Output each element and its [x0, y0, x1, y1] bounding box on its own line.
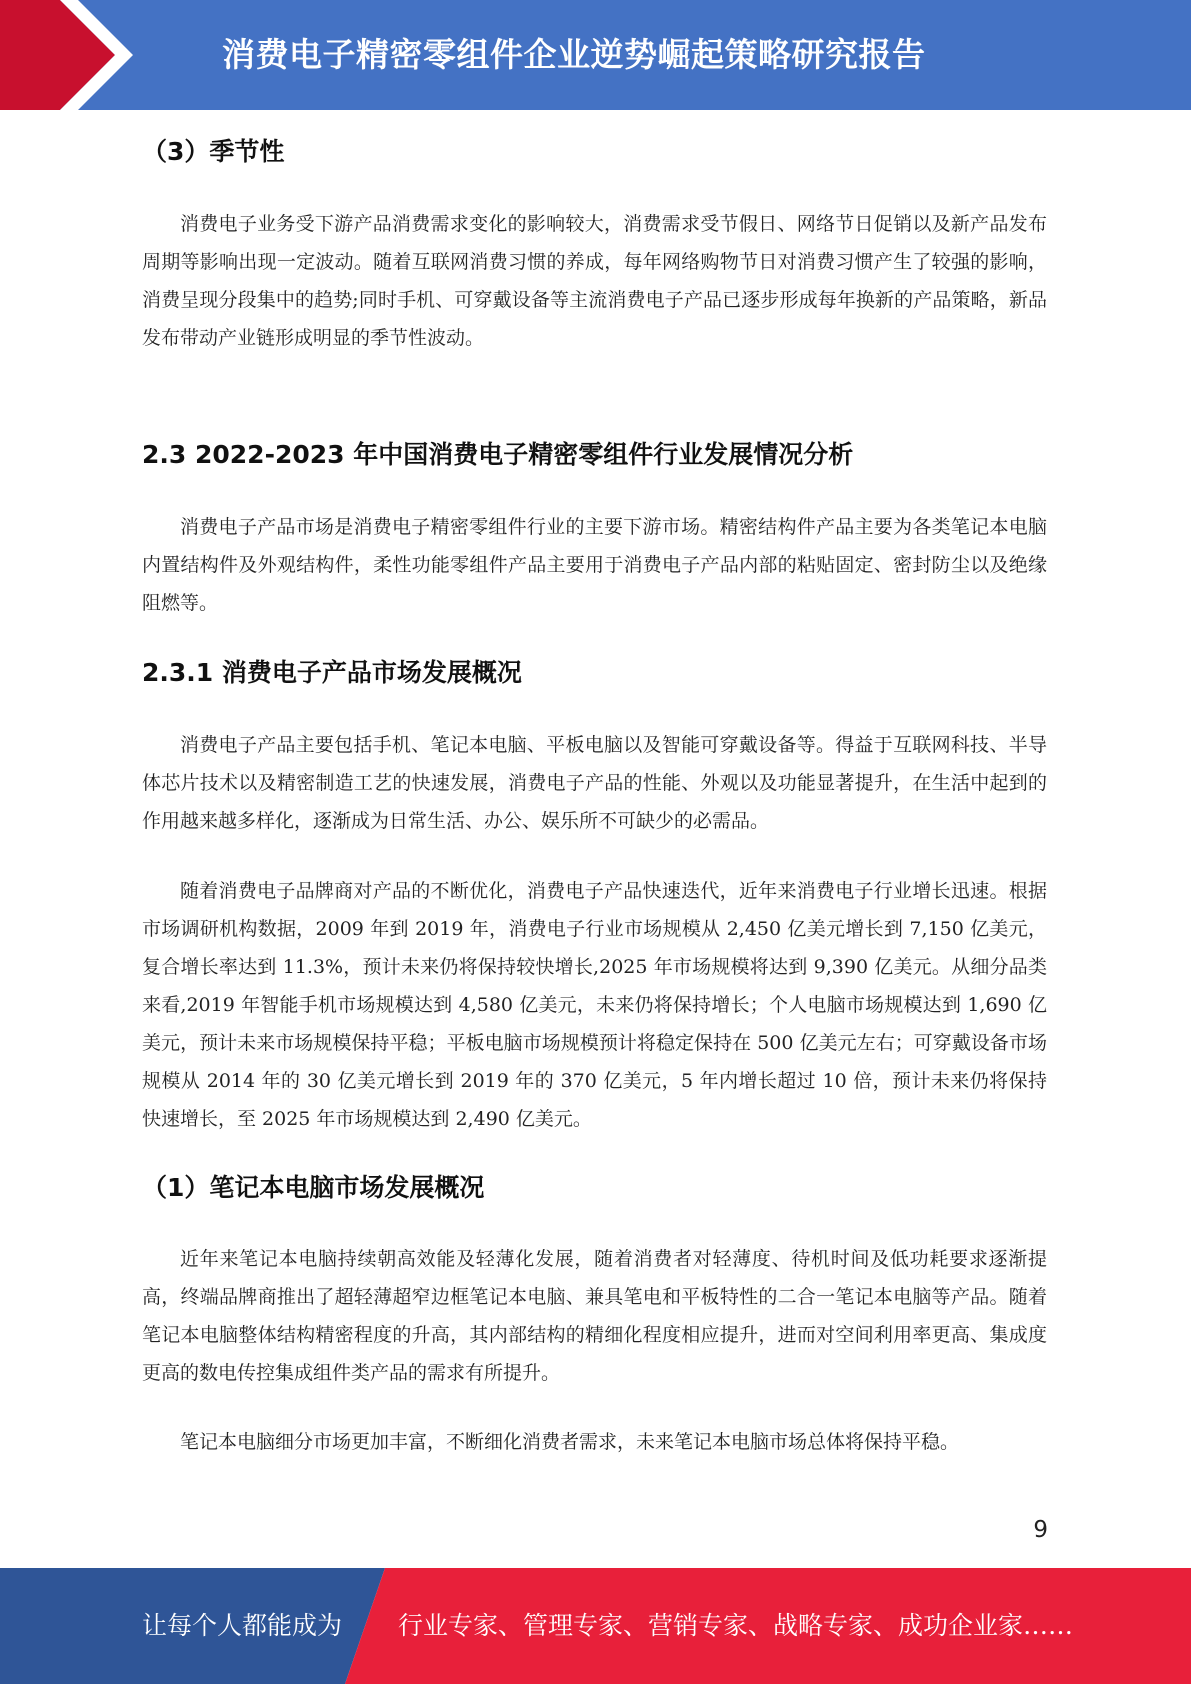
section-laptop — [142, 1168, 1047, 1204]
footer-slogan-left: 让每个人都能成为 — [142, 1611, 343, 1640]
paragraph: 笔记本电脑细分市场更加丰富，不断细化消费者需求，未来笔记本电脑市场总体将保持平稳。 — [180, 1431, 960, 1453]
page-number: 9 — [1033, 1517, 1048, 1543]
footer-slogan-right: 行业专家、管理专家、营销专家、战略专家、成功企业家…… — [398, 1611, 1074, 1640]
subsection-heading: （3）季节性 — [142, 137, 285, 166]
section-2-3-body — [142, 508, 1047, 622]
report-title: 消费电子精密零组件企业逆势崛起策略研究报告 — [222, 35, 926, 74]
section-heading: 2.3.1 消费电子产品市场发展概况 — [142, 658, 522, 687]
page-header — [0, 0, 1191, 110]
subsection-heading: （1）笔记本电脑市场发展概况 — [142, 1173, 485, 1202]
paragraph: 随着消费电子品牌商对产品的不断优化，消费电子产品快速迭代，近年来消费电子行业增长迅速。根据市场调研机构数据，2009 年到 2019 年，消费电子行业市场规模从 2,450 亿美元增长到 7,150 亿美元，复合增长率达到 11.3%，预计未来仍将保持较快增长,2025 年市场规模将达到 9,390 亿美元。从细分品类来看,2019 年智能手机市场规模达到 4,580 亿美元，未来仍将保持增长；个人电脑市场规模达到 1,690 亿美元，预计未来市场规模保持平稳；平板电脑市场规模预计将稳定保持在 500 亿美元左右；可穿戴设备市场规模从 2014 年的 30 亿美元增长到 2019 年的 370 亿美元，5 年内增长超过 10 倍，预计未来仍将保持快速增长，至 2025 年市场规模达到 2,490 亿美元。 — [142, 880, 1047, 1130]
section-laptop-body-1 — [142, 1240, 1047, 1392]
section-heading: 2.3 2022-2023 年中国消费电子精密零组件行业发展情况分析 — [142, 440, 854, 469]
section-2-3-1-body-2 — [142, 872, 1047, 1138]
section-2-3-1-body-1 — [142, 726, 1047, 840]
section-2-3 — [142, 435, 1047, 471]
paragraph: 消费电子产品主要包括手机、笔记本电脑、平板电脑以及智能可穿戴设备等。得益于互联网科技、半导体芯片技术以及精密制造工艺的快速发展，消费电子产品的性能、外观以及功能显著提升，在生活中起到的作用越来越多样化，逐渐成为日常生活、办公、娱乐所不可缺少的必需品。 — [142, 734, 1047, 832]
section-laptop-body-2 — [142, 1423, 1047, 1461]
paragraph: 近年来笔记本电脑持续朝高效能及轻薄化发展，随着消费者对轻薄度、待机时间及低功耗要求逐渐提高，终端品牌商推出了超轻薄超窄边框笔记本电脑、兼具笔电和平板特性的二合一笔记本电脑等产品。随着笔记本电脑整体结构精密程度的升高，其内部结构的精细化程度相应提升，进而对空间利用率更高、集成度更高的数电传控集成组件类产品的需求有所提升。 — [142, 1248, 1047, 1384]
section-2-3-1 — [142, 653, 1047, 689]
paragraph: 消费电子产品市场是消费电子精密零组件行业的主要下游市场。精密结构件产品主要为各类笔记本电脑内置结构件及外观结构件，柔性功能零组件产品主要用于消费电子产品内部的粘贴固定、密封防尘以及绝缘阻燃等。 — [142, 516, 1047, 614]
section-seasonality-body — [142, 205, 1047, 357]
page-footer — [0, 1568, 1191, 1684]
paragraph: 消费电子业务受下游产品消费需求变化的影响较大，消费需求受节假日、网络节日促销以及新产品发布周期等影响出现一定波动。随着互联网消费习惯的养成，每年网络购物节日对消费习惯产生了较强的影响，消费呈现分段集中的趋势;同时手机、可穿戴设备等主流消费电子产品已逐步形成每年换新的产品策略，新品发布带动产业链形成明显的季节性波动。 — [142, 213, 1047, 349]
section-seasonality — [142, 132, 1047, 168]
header-chevron-decoration — [0, 0, 160, 110]
